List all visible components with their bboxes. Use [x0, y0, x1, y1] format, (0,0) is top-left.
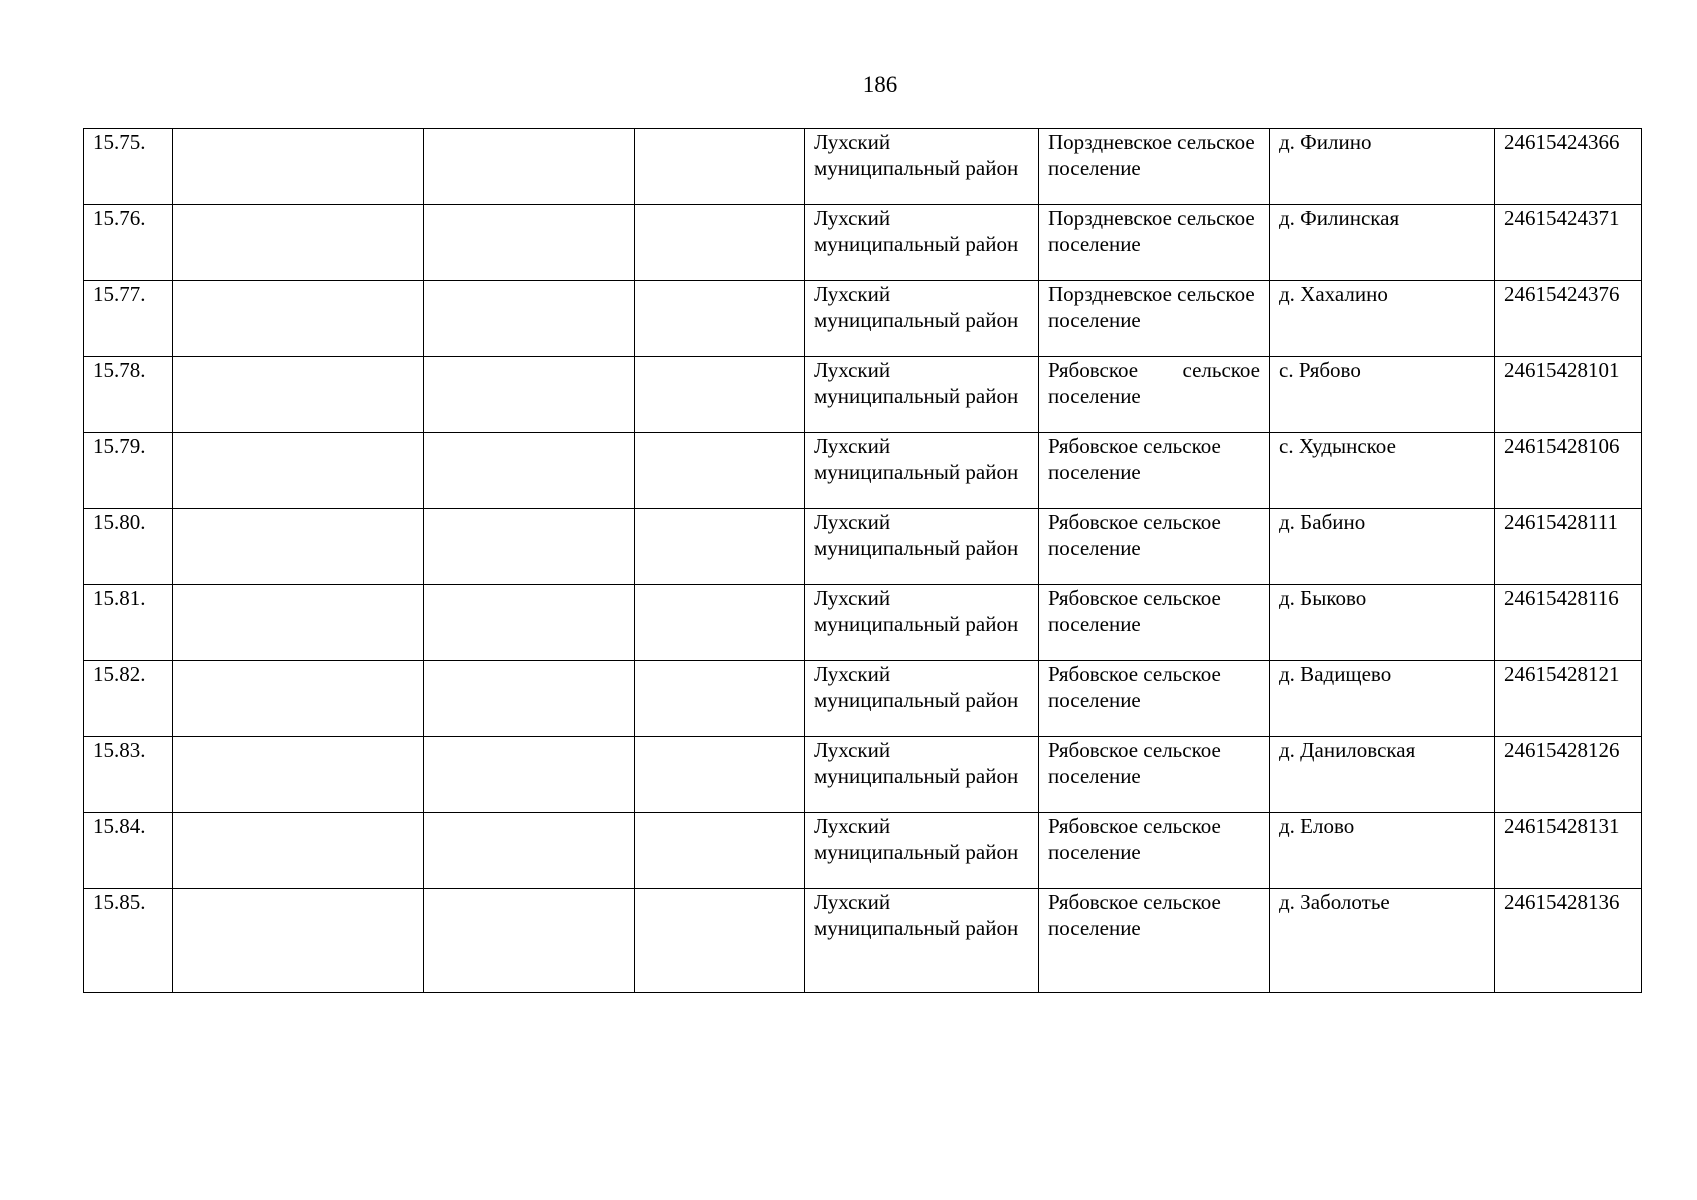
table-row: [84, 433, 1642, 509]
empty-cell: [424, 433, 635, 509]
empty-cell: [635, 737, 805, 813]
table-row: [84, 661, 1642, 737]
empty-cell: [424, 509, 635, 585]
settlement-cell: Рябовское сельское поселение: [1039, 813, 1270, 889]
settlement-cell: Рябовское сельское поселение: [1039, 889, 1270, 993]
empty-cell: [173, 737, 424, 813]
row-number: 15.77.: [84, 281, 173, 357]
empty-cell: [635, 205, 805, 281]
empty-cell: [635, 813, 805, 889]
table-row: [84, 737, 1642, 813]
table-row: [84, 509, 1642, 585]
locality-cell: д. Бабино: [1270, 509, 1495, 585]
row-number: 15.81.: [84, 585, 173, 661]
district-cell: Лухский муниципальный район: [805, 813, 1039, 889]
district-cell: Лухский муниципальный район: [805, 357, 1039, 433]
locality-cell: д. Вадищево: [1270, 661, 1495, 737]
empty-cell: [424, 661, 635, 737]
empty-cell: [424, 585, 635, 661]
locality-cell: д. Заболотье: [1270, 889, 1495, 993]
settlement-cell: Порздневское сельское поселение: [1039, 205, 1270, 281]
empty-cell: [173, 129, 424, 205]
empty-cell: [635, 509, 805, 585]
district-cell: Лухский муниципальный район: [805, 433, 1039, 509]
empty-cell: [173, 509, 424, 585]
table-row: [84, 281, 1642, 357]
empty-cell: [173, 889, 424, 993]
empty-cell: [635, 129, 805, 205]
row-number: 15.84.: [84, 813, 173, 889]
empty-cell: [635, 433, 805, 509]
empty-cell: [173, 357, 424, 433]
empty-cell: [424, 281, 635, 357]
empty-cell: [173, 433, 424, 509]
district-cell: Лухский муниципальный район: [805, 661, 1039, 737]
table-row: [84, 889, 1642, 993]
oktmo-code-cell: 24615424376: [1495, 281, 1642, 357]
oktmo-code-cell: 24615428106: [1495, 433, 1642, 509]
oktmo-code-cell: 24615428126: [1495, 737, 1642, 813]
settlement-cell: Рябовское сельское поселение: [1039, 509, 1270, 585]
oktmo-code-cell: 24615428116: [1495, 585, 1642, 661]
row-number: 15.79.: [84, 433, 173, 509]
table-row: [84, 813, 1642, 889]
district-cell: Лухский муниципальный район: [805, 737, 1039, 813]
empty-cell: [424, 205, 635, 281]
locality-cell: с. Худынское: [1270, 433, 1495, 509]
locality-cell: с. Рябово: [1270, 357, 1495, 433]
empty-cell: [173, 205, 424, 281]
locality-cell: д. Хахалино: [1270, 281, 1495, 357]
empty-cell: [635, 889, 805, 993]
row-number: 15.78.: [84, 357, 173, 433]
locality-cell: д. Филино: [1270, 129, 1495, 205]
empty-cell: [424, 889, 635, 993]
row-number: 15.80.: [84, 509, 173, 585]
oktmo-code-cell: 24615428131: [1495, 813, 1642, 889]
table-row: [84, 357, 1642, 433]
oktmo-code-cell: 24615424366: [1495, 129, 1642, 205]
table-row: [84, 129, 1642, 205]
oktmo-code-cell: 24615428101: [1495, 357, 1642, 433]
district-cell: Лухский муниципальный район: [805, 205, 1039, 281]
locality-cell: д. Филинская: [1270, 205, 1495, 281]
settlement-cell: Рябовское сельское поселение: [1039, 357, 1270, 433]
row-number: 15.76.: [84, 205, 173, 281]
empty-cell: [635, 585, 805, 661]
oktmo-code-cell: 24615428111: [1495, 509, 1642, 585]
table-row: [84, 585, 1642, 661]
district-cell: Лухский муниципальный район: [805, 889, 1039, 993]
empty-cell: [424, 357, 635, 433]
empty-cell: [635, 281, 805, 357]
locality-cell: д. Елово: [1270, 813, 1495, 889]
oktmo-code-cell: 24615428121: [1495, 661, 1642, 737]
empty-cell: [635, 661, 805, 737]
empty-cell: [173, 813, 424, 889]
settlement-cell: Рябовское сельское поселение: [1039, 737, 1270, 813]
settlement-cell: Рябовское сельское поселение: [1039, 433, 1270, 509]
settlement-cell: Рябовское сельское поселение: [1039, 585, 1270, 661]
locality-cell: д. Даниловская: [1270, 737, 1495, 813]
settlement-cell: Порздневское сельское поселение: [1039, 129, 1270, 205]
empty-cell: [635, 357, 805, 433]
settlement-cell: Рябовское сельское поселение: [1039, 661, 1270, 737]
oktmo-code-cell: 24615428136: [1495, 889, 1642, 993]
empty-cell: [424, 737, 635, 813]
district-cell: Лухский муниципальный район: [805, 585, 1039, 661]
district-cell: Лухский муниципальный район: [805, 509, 1039, 585]
empty-cell: [173, 585, 424, 661]
district-cell: Лухский муниципальный район: [805, 281, 1039, 357]
empty-cell: [173, 281, 424, 357]
empty-cell: [173, 661, 424, 737]
oktmo-code-cell: 24615424371: [1495, 205, 1642, 281]
empty-cell: [424, 129, 635, 205]
row-number: 15.85.: [84, 889, 173, 993]
page-number: 186: [862, 72, 898, 97]
locality-cell: д. Быково: [1270, 585, 1495, 661]
district-cell: Лухский муниципальный район: [805, 129, 1039, 205]
row-number: 15.83.: [84, 737, 173, 813]
row-number: 15.82.: [84, 661, 173, 737]
empty-cell: [424, 813, 635, 889]
registry-table: [83, 128, 1642, 993]
settlement-cell: Порздневское сельское поселение: [1039, 281, 1270, 357]
row-number: 15.75.: [84, 129, 173, 205]
table-row: [84, 205, 1642, 281]
